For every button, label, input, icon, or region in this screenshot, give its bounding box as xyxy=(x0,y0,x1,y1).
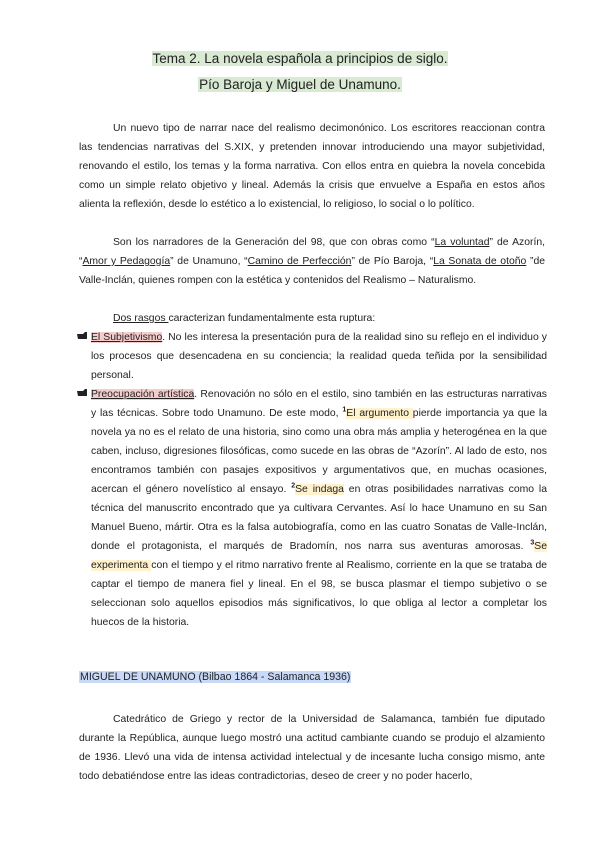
preoc-text-2: pierde importancia ya que la novela ya no es el relato de una historia, sino como una obra más amplia y heterogénea en la que caben, incluso, digresiones filosóficas, como sucede en las obras de “Azorín”. Al lado de esto, nos encontramos también con pasajes expositivos y argumentativos que, en muchas ocasiones, acercan el género novelístico al ensayo. xyxy=(91,408,547,495)
bullet-subjetivismo-text xyxy=(91,328,547,385)
footnote-3: 3 xyxy=(530,539,535,547)
unamuno-text: Catedrático de Griego y rector de la Universidad de Salamanca, también fue diputado durante la República, aunque luego mostró una actitud cambiante cuando se produjo el alzamiento de 1936. Llevó una vida de intensa actividad intelectual y de incesante lucha consigo mismo, ante todo debatiéndose entre las ideas contradictorias, deseo de creer y no poder hacerlo, xyxy=(79,714,545,782)
highlight-se-indaga: Se indaga xyxy=(295,484,344,495)
gen-text-a: Son los narradores de la Generación del 98, que con obras como “ xyxy=(113,237,435,248)
work-camino-de-perfeccion: Camino de Perfección xyxy=(247,256,352,267)
page-title-line1 xyxy=(0,51,600,66)
footnote-1: 1 xyxy=(342,406,347,414)
gen-text-c: ” de Unamuno, “ xyxy=(170,256,248,267)
preoc-text-4: con el tiempo y el ritmo narrativo frente al Realismo, corriente en la que se trataba de captar el tiempo de manera fiel y lineal. En el 98, se busca plasmar el tiempo subjetivo o se seleccionan solo aquellos episodios más significativos, lo que obliga al lector a completar los huecos de la historia. xyxy=(91,560,547,628)
label-subjetivismo: El Subjetivismo xyxy=(91,332,163,343)
label-preocupacion: Preocupación artística xyxy=(91,389,195,400)
intro-paragraph xyxy=(79,119,545,214)
highlight-argumento: El argumento xyxy=(346,408,413,419)
heading-text: MIGUEL DE UNAMUNO (Bilbao 1864 - Salamanca 1936) xyxy=(80,671,351,683)
unamuno-paragraph xyxy=(79,710,545,786)
work-amor-y-pedagogia: Amor y Pedagogía xyxy=(82,256,171,267)
gen-text-b: ” de Azorín, “ xyxy=(79,237,545,267)
footnote-2: 2 xyxy=(291,482,296,490)
gen-text-e: ”de Valle-Inclán, quienes rompen con la estética y contenidos del Realismo – Naturalismo. xyxy=(79,256,545,286)
preoc-text-1: . Renovación no sólo en el estilo, sino también en las estructuras narrativas y las técnicas. Sobre todo Unamuno. De este modo, xyxy=(91,389,547,419)
traits-intro xyxy=(79,309,545,328)
generation-paragraph xyxy=(79,233,545,290)
gen-text-d: ” de Pío Baroja, “ xyxy=(351,256,434,267)
traits-underlined: Dos rasgos xyxy=(113,313,169,324)
title-text-2: Pío Baroja y Miguel de Unamuno. xyxy=(199,77,401,92)
pointing-hand-icon xyxy=(77,387,88,397)
preoc-text-3: en otras posibilidades narrativas como la técnica del manuscrito encontrado que ya cultivara Cervantes. Así lo hace Unamuno en su San Manuel Bueno, mártir. Otra es la falsa autobiografía, como en las cuatro Sonatas de Valle-Inclán, donde el protagonista, el marqués de Bradomín, nos narra sus aventuras amorosas. xyxy=(91,484,547,552)
title-text-1: Tema 2. La novela española a principios de siglo. xyxy=(152,51,448,66)
traits-rest: caracterizan fundamentalmente esta ruptura: xyxy=(168,313,376,324)
work-la-voluntad: La voluntad xyxy=(434,237,490,248)
page-title-line2 xyxy=(0,77,600,92)
subjetivismo-desc: . No les interesa la presentación pura de la realidad sino su reflejo en el individuo y los procesos que desencadena en su conciencia; la realidad queda teñida por la sensibilidad personal. xyxy=(91,332,547,381)
pointing-hand-icon xyxy=(77,330,88,340)
work-sonata-de-otono: La Sonata de otoño xyxy=(433,256,527,267)
intro-text: Un nuevo tipo de narrar nace del realismo decimonónico. Los escritores reaccionan contra las tendencias narrativas del S.XIX, y pretenden innovar introduciendo una mayor subjetividad, renovando el estilo, los temas y la forma narrativa. Con ellos entra en quiebra la novela concebida como un simple relato objetivo y lineal. Además la crisis que envuelve a España en estos años alienta la reflexión, desde lo estético a lo existencial, lo religioso, lo social o lo político. xyxy=(79,123,545,210)
bullet-preocupacion-text xyxy=(91,385,547,632)
section-heading-unamuno xyxy=(79,671,351,683)
highlight-se-experimenta: Se experimenta xyxy=(91,541,547,571)
